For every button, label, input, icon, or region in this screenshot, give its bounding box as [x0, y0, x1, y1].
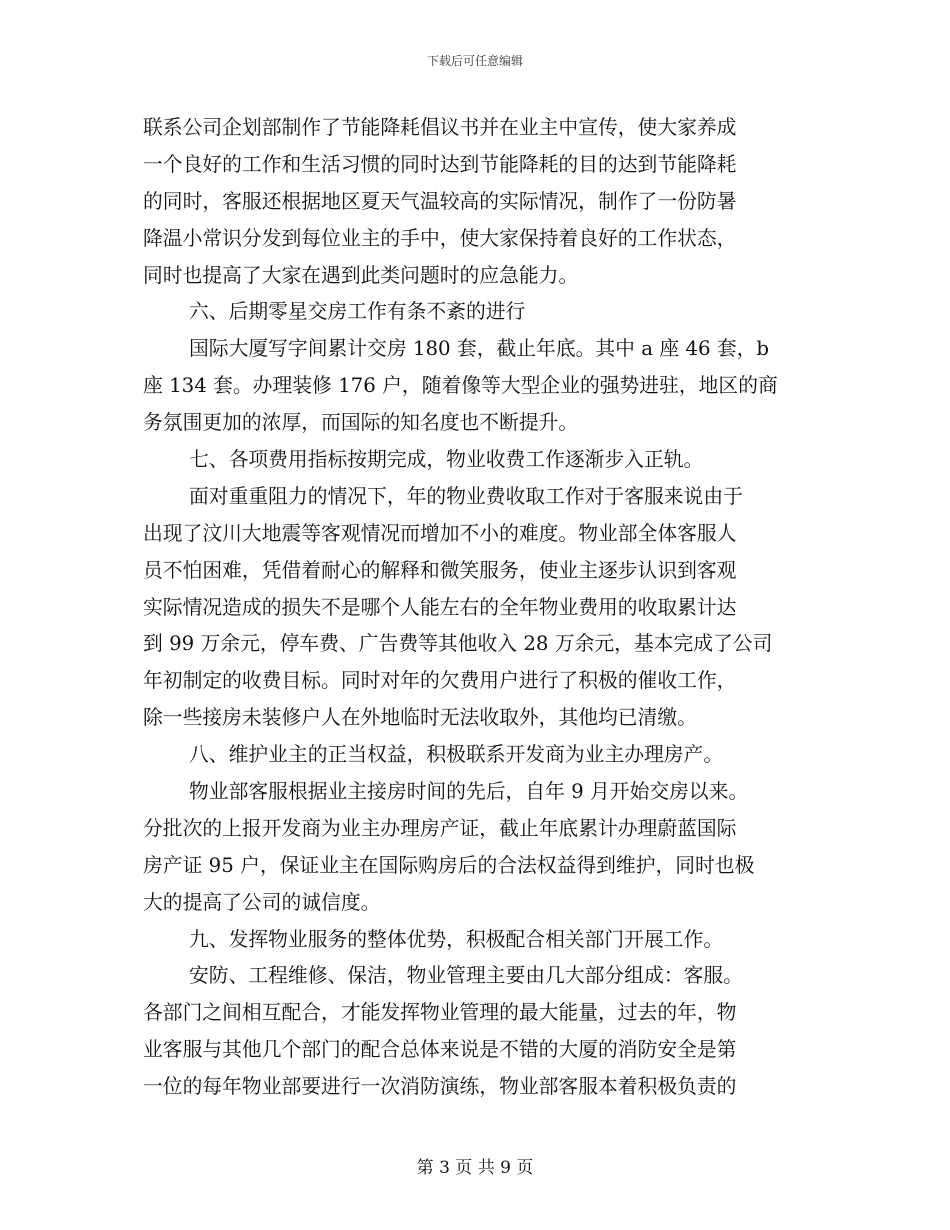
- text-line: 到 99 万余元，停车费、广告费等其他收入 28 万余元，基本完成了公司: [143, 632, 773, 656]
- page-header: 下载后可任意编辑: [426, 54, 523, 68]
- text-line: 物业部客服根据业主接房时间的先后，自年 9 月开始交房以来。: [189, 780, 749, 804]
- text-line: 房产证 95 户，保证业主在国际购房后的合法权益得到维护，同时也极: [143, 853, 755, 877]
- text-line: 七、各项费用指标按期完成，物业收费工作逐渐步入正轨。: [189, 448, 704, 472]
- text-line: 除一些接房未装修户人在外地临时无法收取外，其他均已清缴。: [143, 706, 697, 730]
- text-line: 年初制定的收费目标。同时对年的欠费用户进行了积极的催收工作，: [143, 669, 737, 693]
- text-line: 各部门之间相互配合，才能发挥物业管理的最大能量，过去的年，物: [143, 1001, 737, 1025]
- document-body: [143, 110, 808, 1106]
- text-line: 六、后期零星交房工作有条不紊的进行: [189, 300, 526, 324]
- text-line: 联系公司企划部制作了节能降耗倡议书并在业主中宣传，使大家养成: [143, 116, 737, 139]
- text-line: 出现了汶川大地震等客观情况而增加不小的难度。物业部全体客服人: [143, 521, 737, 545]
- text-line: 八、维护业主的正当权益，积极联系开发商为业主办理房产。: [189, 743, 724, 767]
- text-line: 实际情况造成的损失不是哪个人能左右的全年物业费用的收取累计达: [143, 595, 737, 619]
- text-line: 一个良好的工作和生活习惯的同时达到节能降耗的目的达到节能降耗: [143, 152, 737, 176]
- text-line: 九、发挥物业服务的整体优势，积极配合相关部门开展工作。: [189, 927, 724, 951]
- text-line: 的同时，客服还根据地区夏天气温较高的实际情况，制作了一份防暑: [143, 189, 737, 213]
- text-line: 同时也提高了大家在遇到此类问题时的应急能力。: [143, 263, 579, 287]
- text-line: 降温小常识分发到每位业主的手中，使大家保持着良好的工作状态，: [143, 226, 737, 250]
- text-line: 座 134 套。办理装修 176 户，随着像等大型企业的强势进驻，地区的商: [143, 374, 778, 398]
- text-line: 面对重重阻力的情况下，年的物业费收取工作对于客服来说由于: [189, 484, 743, 508]
- text-line: 分批次的上报开发商为业主办理房产证，截止年底累计办理蔚蓝国际: [143, 816, 737, 840]
- text-line: 务氛围更加的浓厚，而国际的知名度也不断提升。: [143, 411, 579, 435]
- text-line: 员不怕困难，凭借着耐心的解释和微笑服务，使业主逐步认识到客观: [143, 558, 737, 582]
- text-line: 业客服与其他几个部门的配合总体来说是不错的大厦的消防安全是第: [143, 1038, 737, 1062]
- page-footer: 第 3 页 共 9 页: [416, 1158, 534, 1178]
- text-line: 安防、工程维修、保洁，物业管理主要由几大部分组成：客服。: [189, 964, 743, 988]
- text-line: 一位的每年物业部要进行一次消防演练，物业部客服本着积极负责的: [143, 1075, 737, 1099]
- text-line: 国际大厦写字间累计交房 180 套，截止年底。其中 a 座 46 套，b: [189, 337, 770, 361]
- text-line: 大的提高了公司的诚信度。: [143, 890, 381, 914]
